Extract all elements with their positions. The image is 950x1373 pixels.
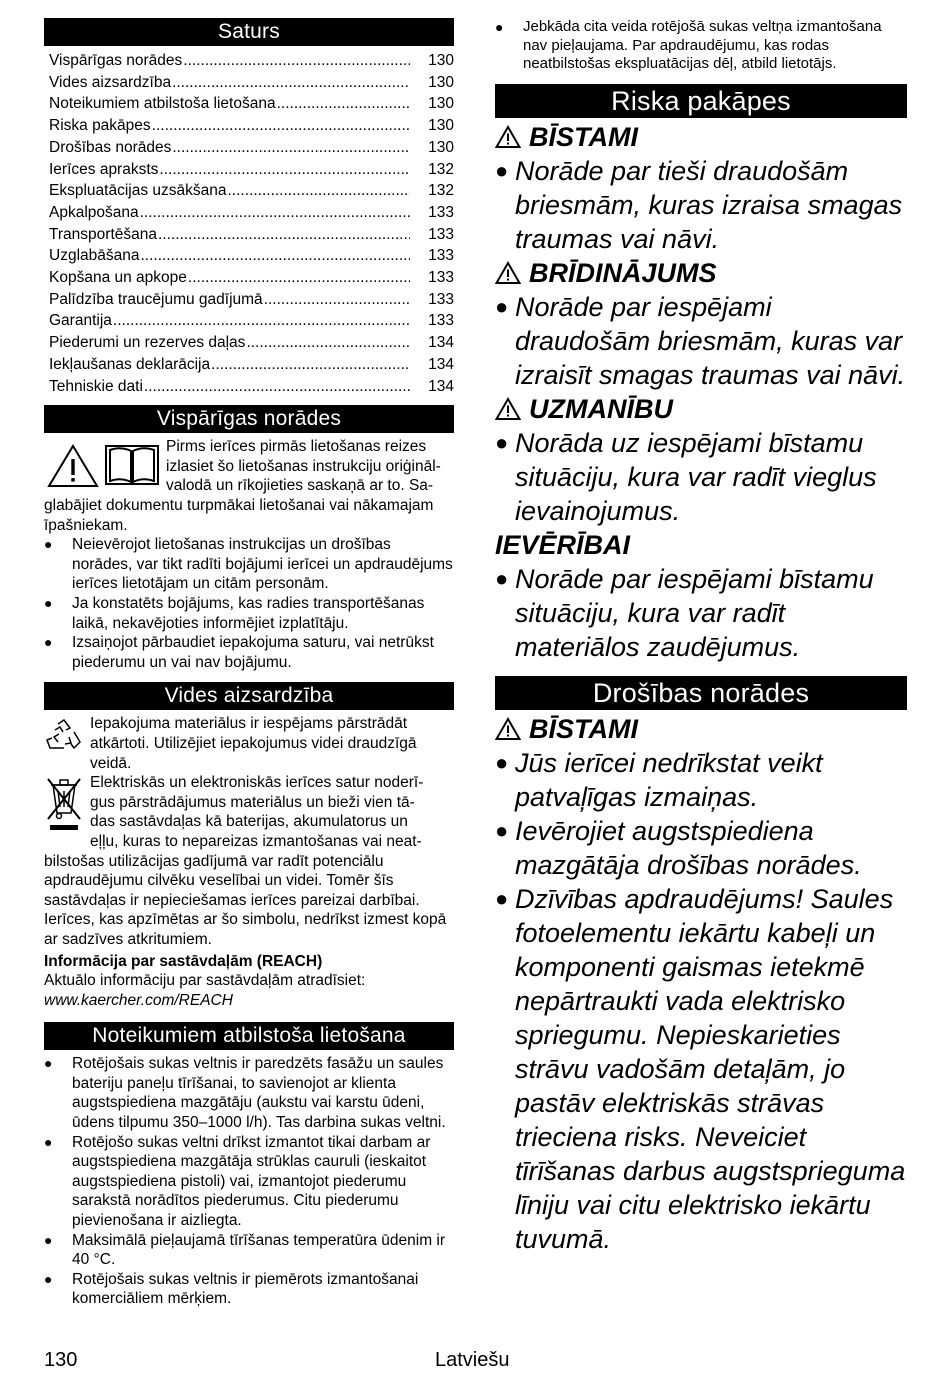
warning-icon [495, 717, 521, 741]
toc-entry[interactable] [44, 180, 454, 202]
toc-entry[interactable] [44, 224, 454, 246]
toc-leader-dots [140, 202, 410, 224]
toc-entry-page: 134 [428, 334, 454, 352]
bullet-text: Neievērojot lietošanas instrukcijas un drošības norādes, var tikt radīti bojājumi ierīcei un apdraudējums ierīces lietotājam un citām personām. [72, 536, 453, 593]
general-heading: Vispārīgas norādes [44, 405, 454, 433]
intended-use-bullet [44, 1231, 454, 1270]
bullet-dot: ● [44, 1133, 53, 1150]
general-intro-rest: glabājiet dokumentu turpmākai lietošanai vai nākamajam īpašniekam. [44, 497, 434, 534]
right-column [495, 18, 907, 1256]
toc-entry[interactable] [44, 310, 454, 332]
toc-leader-dots [264, 289, 410, 311]
bullet-dot: ● [44, 1270, 53, 1287]
toc-entry-title: Noteikumiem atbilstoša lietošana [49, 95, 276, 113]
warning-triangle-icon [46, 443, 100, 489]
intended-use-bullets [44, 1054, 454, 1309]
toc-entry-title: Tehniskie dati [49, 377, 143, 395]
weee-line-2: gus pārstrādājumus materiālus un bieži vien tā- [90, 793, 415, 811]
toc-entry-title: Vides aizsardzība [49, 73, 172, 91]
toc-entry-title: Garantija [49, 312, 112, 330]
toc-entry-title: Kopšana un apkope [49, 269, 187, 287]
warning-icon [495, 261, 521, 285]
toc-heading: Saturs [44, 18, 454, 46]
risk-level-description: ● Norāde par tieši draudošām briesmām, kuras izraisa smagas traumas vai nāvi. [495, 155, 903, 254]
toc-leader-dots [172, 137, 410, 159]
bullet-text: Ja konstatēts bojājums, kas radies transportēšanas laikā, nekavējoties informējiet izplatītāju. [72, 595, 425, 632]
safety-heading: Drošības norādes [495, 676, 907, 710]
toc-entry-title: Vispārīgas norādes [49, 52, 183, 69]
toc-leader-dots [113, 310, 410, 332]
toc-entry-page: 130 [428, 138, 454, 156]
toc-entry[interactable] [44, 202, 454, 224]
toc-entry[interactable] [44, 245, 454, 267]
bullet-dot: ● [44, 1231, 53, 1248]
reach-link[interactable]: www.kaercher.com/REACH [44, 991, 233, 1009]
general-intro-line-3: valodā un rīkojieties saskaņā ar to. Sa- [166, 477, 434, 495]
toc-leader-dots [228, 180, 411, 202]
toc-entry-page: 133 [428, 312, 454, 330]
toc-entry-page: 133 [428, 290, 454, 308]
toc-entry[interactable] [44, 50, 454, 72]
toc-leader-dots [152, 115, 410, 137]
toc-entry[interactable] [44, 93, 454, 115]
toc-leader-dots [277, 93, 410, 115]
toc-entry-title: Uzglabāšana [49, 247, 140, 265]
toc-entry-page: 132 [428, 160, 454, 178]
toc-leader-dots [172, 72, 410, 94]
bullet-text: Rotējošais sukas veltnis ir paredzēts fasāžu un saules bateriju paneļu tīrīšanai, to savienojot ar klienta augstspiediena mazgātāju (aukstu vai karstu ūdeni, ūdens tilpumu 350–1000 l/h). Tas darbina sukas veltni. [72, 1055, 446, 1132]
risk-heading: Riska pakāpes [495, 84, 907, 118]
intended-use-bullet [44, 1133, 454, 1231]
general-bullet [44, 594, 454, 633]
left-column [44, 18, 454, 1309]
bullet-dot: ● [44, 634, 53, 651]
general-intro-line-1: Pirms ierīces pirmās lietošanas reizes [166, 438, 427, 456]
bullet-text: Rotējošais sukas veltnis ir piemērots izmantošanai komerciāliem mērķiem. [72, 1270, 419, 1308]
toc-entry-title: Apkalpošana [49, 203, 139, 221]
risk-level-description: ● Norāda uz iespējami bīstamu situāciju, kura var radīt vieglus ievainojumus. [495, 427, 877, 526]
reach-text: Aktuālo informāciju par sastāvdaļām atradīsiet: [44, 972, 366, 990]
manual-book-icon [104, 442, 160, 488]
weee-line-3: das sastāvdaļas kā baterijas, akumulatorus un [90, 813, 408, 831]
toc-entry-title: Piederumi un rezerves daļas [49, 334, 246, 352]
safety-bullet: ● Ievērojiet augstspiediena mazgātāja drošības norādes. [495, 815, 862, 880]
toc-entry-page: 134 [428, 355, 454, 373]
safety-bullets [495, 746, 907, 1256]
toc-entry-page: 130 [428, 52, 454, 69]
general-bullets [44, 535, 454, 672]
general-bullet [44, 633, 454, 672]
toc-leader-dots [188, 267, 410, 289]
toc-entry-title: Ierīces apraksts [49, 160, 159, 178]
reach-title: Informācija par sastāvdaļām (REACH) [44, 952, 323, 970]
safety-danger-label: BĪSTAMI [495, 712, 907, 746]
toc-leader-dots [159, 159, 410, 181]
toc-entry-page: 130 [428, 117, 454, 135]
general-intro-line-2: izlasiet šo lietošanas instrukciju oriģināl- [166, 457, 441, 475]
toc-entry-title: Drošības norādes [49, 138, 172, 156]
toc-entry-page: 132 [428, 182, 454, 200]
toc-leader-dots [246, 332, 410, 354]
toc-entry-page: 133 [428, 269, 454, 287]
toc-leader-dots [158, 224, 410, 246]
weee-line-4: eļļu, kuras to nepareizas izmantošanas vai neat- [90, 832, 422, 850]
risk-level-label: UZMANĪBU [495, 392, 907, 426]
top-bullet: ● Jebkāda cita veida rotējošā sukas veltņa izmantošana nav pieļaujama. Par apdraudējumu, kas rodas neatbilstošas ekspluatācijas dēļ, atbild lietotājs. [495, 18, 882, 73]
risk-level-description: ● Norāde par iespējami bīstamu situāciju, kura var radīt materiālos zaudējumus. [495, 563, 874, 662]
safety-bullet: ● Jūs ierīcei nedrīkstat veikt patvaļīgas izmaiņas. [495, 747, 823, 812]
toc-entry-page: 130 [428, 73, 454, 91]
toc-entry-title: Transportēšana [49, 225, 157, 243]
weee-crossed-bin-icon [44, 773, 84, 835]
risk-level-label: IEVĒRĪBAI [495, 529, 631, 560]
page-number: 130 [44, 1349, 78, 1371]
risk-level-description: ● Norāde par iespējami draudošām briesmām, kuras var izraisīt smagas traumas vai nāvi. [495, 291, 906, 390]
weee-rest: bilstošas utilizācijas gadījumā var radīt potenciālu apdraudējumu cilvēku veselībai un videi. Tomēr šīs sastāvdaļas ir nepieciešamas ierīces pareizai darbībai. Ierīces, kas apzīmētas ar šo simbolu, nedrīkst izmest kopā ar sadzīves atkritumiem. [44, 852, 447, 948]
general-bullet [44, 535, 454, 594]
warning-icon [495, 397, 521, 421]
toc-entry[interactable] [44, 137, 454, 159]
toc-entry-page: 133 [428, 225, 454, 243]
bullet-dot: ● [44, 595, 53, 611]
warning-icon [495, 125, 521, 149]
toc-leader-dots [211, 354, 410, 376]
bullet-text: Rotējošo sukas veltni drīkst izmantot tikai darbam ar augstspiediena mazgātāja strūklas cauruli (ieskaitot augstspiediena pistoli) vai, izmantojot piederumu sarakstā norādītos piederumus. Citu piederumu pievienošana ir aizliegta. [72, 1133, 431, 1230]
intended-use-bullet [44, 1270, 454, 1309]
toc-leader-dots [140, 245, 410, 267]
footer-language: Latviešu [435, 1349, 510, 1371]
environment-heading: Vides aizsardzība [44, 682, 454, 710]
toc-entry[interactable] [44, 289, 454, 311]
bullet-text: Izsaiņojot pārbaudiet iepakojuma saturu, vai netrūkst piederumu un vai nav bojājumu. [72, 634, 434, 671]
recycle-icon [44, 718, 84, 754]
toc-entry[interactable] [44, 159, 454, 181]
toc-entry-title: Iekļaušanas deklarācija [49, 355, 211, 373]
recycle-text: Iepakojuma materiālus ir iespējams pārstrādāt atkārtoti. Utilizējiet iepakojumus videi draudzīgā veidā. [90, 715, 417, 772]
toc-entry[interactable] [44, 72, 454, 94]
toc-entry-page: 130 [428, 95, 454, 113]
toc-leader-dots [183, 50, 410, 72]
bullet-dot: ● [44, 1055, 53, 1072]
weee-line-1: Elektriskās un elektroniskās ierīces satur noderī- [90, 774, 424, 792]
toc-entry-page: 133 [428, 203, 454, 221]
bullet-text: Maksimālā pieļaujamā tīrīšanas temperatūra ūdenim ir 40 °C. [72, 1231, 446, 1269]
toc-entry[interactable] [44, 267, 454, 289]
toc-entry-page: 134 [428, 377, 454, 395]
toc-entry-title: Palīdzība traucējumu gadījumā [49, 290, 263, 308]
toc-entry[interactable] [44, 376, 454, 398]
safety-bullet: ● Dzīvības apdraudējums! Saules fotoelementu iekārtu kabeļi un komponenti gaismas ietekmē nepārtraukti vada elektrisko spriegumu. Nepieskarieties strāvu vadošām detaļām, jo pastāv elektriskās strāvas trieciena risks. Neveiciet tīrīšanas darbus augstsprieguma līniju vai citu elektrisko iekārtu tuvumā. [495, 883, 906, 1254]
table-of-contents [44, 50, 454, 397]
toc-entry[interactable] [44, 332, 454, 354]
risk-levels [495, 120, 907, 664]
toc-entry[interactable] [44, 115, 454, 137]
toc-leader-dots [144, 376, 410, 398]
risk-level-label: BĪSTAMI [495, 120, 907, 154]
intended-use-bullet [44, 1054, 454, 1132]
toc-entry[interactable] [44, 354, 454, 376]
toc-entry-title: Ekspluatācijas uzsākšana [49, 182, 227, 200]
intended-use-heading: Noteikumiem atbilstoša lietošana [44, 1022, 454, 1050]
bullet-dot: ● [44, 536, 53, 553]
toc-entry-title: Riska pakāpes [49, 117, 151, 135]
toc-entry-page: 133 [428, 247, 454, 265]
risk-level-label: BRĪDINĀJUMS [495, 256, 907, 290]
